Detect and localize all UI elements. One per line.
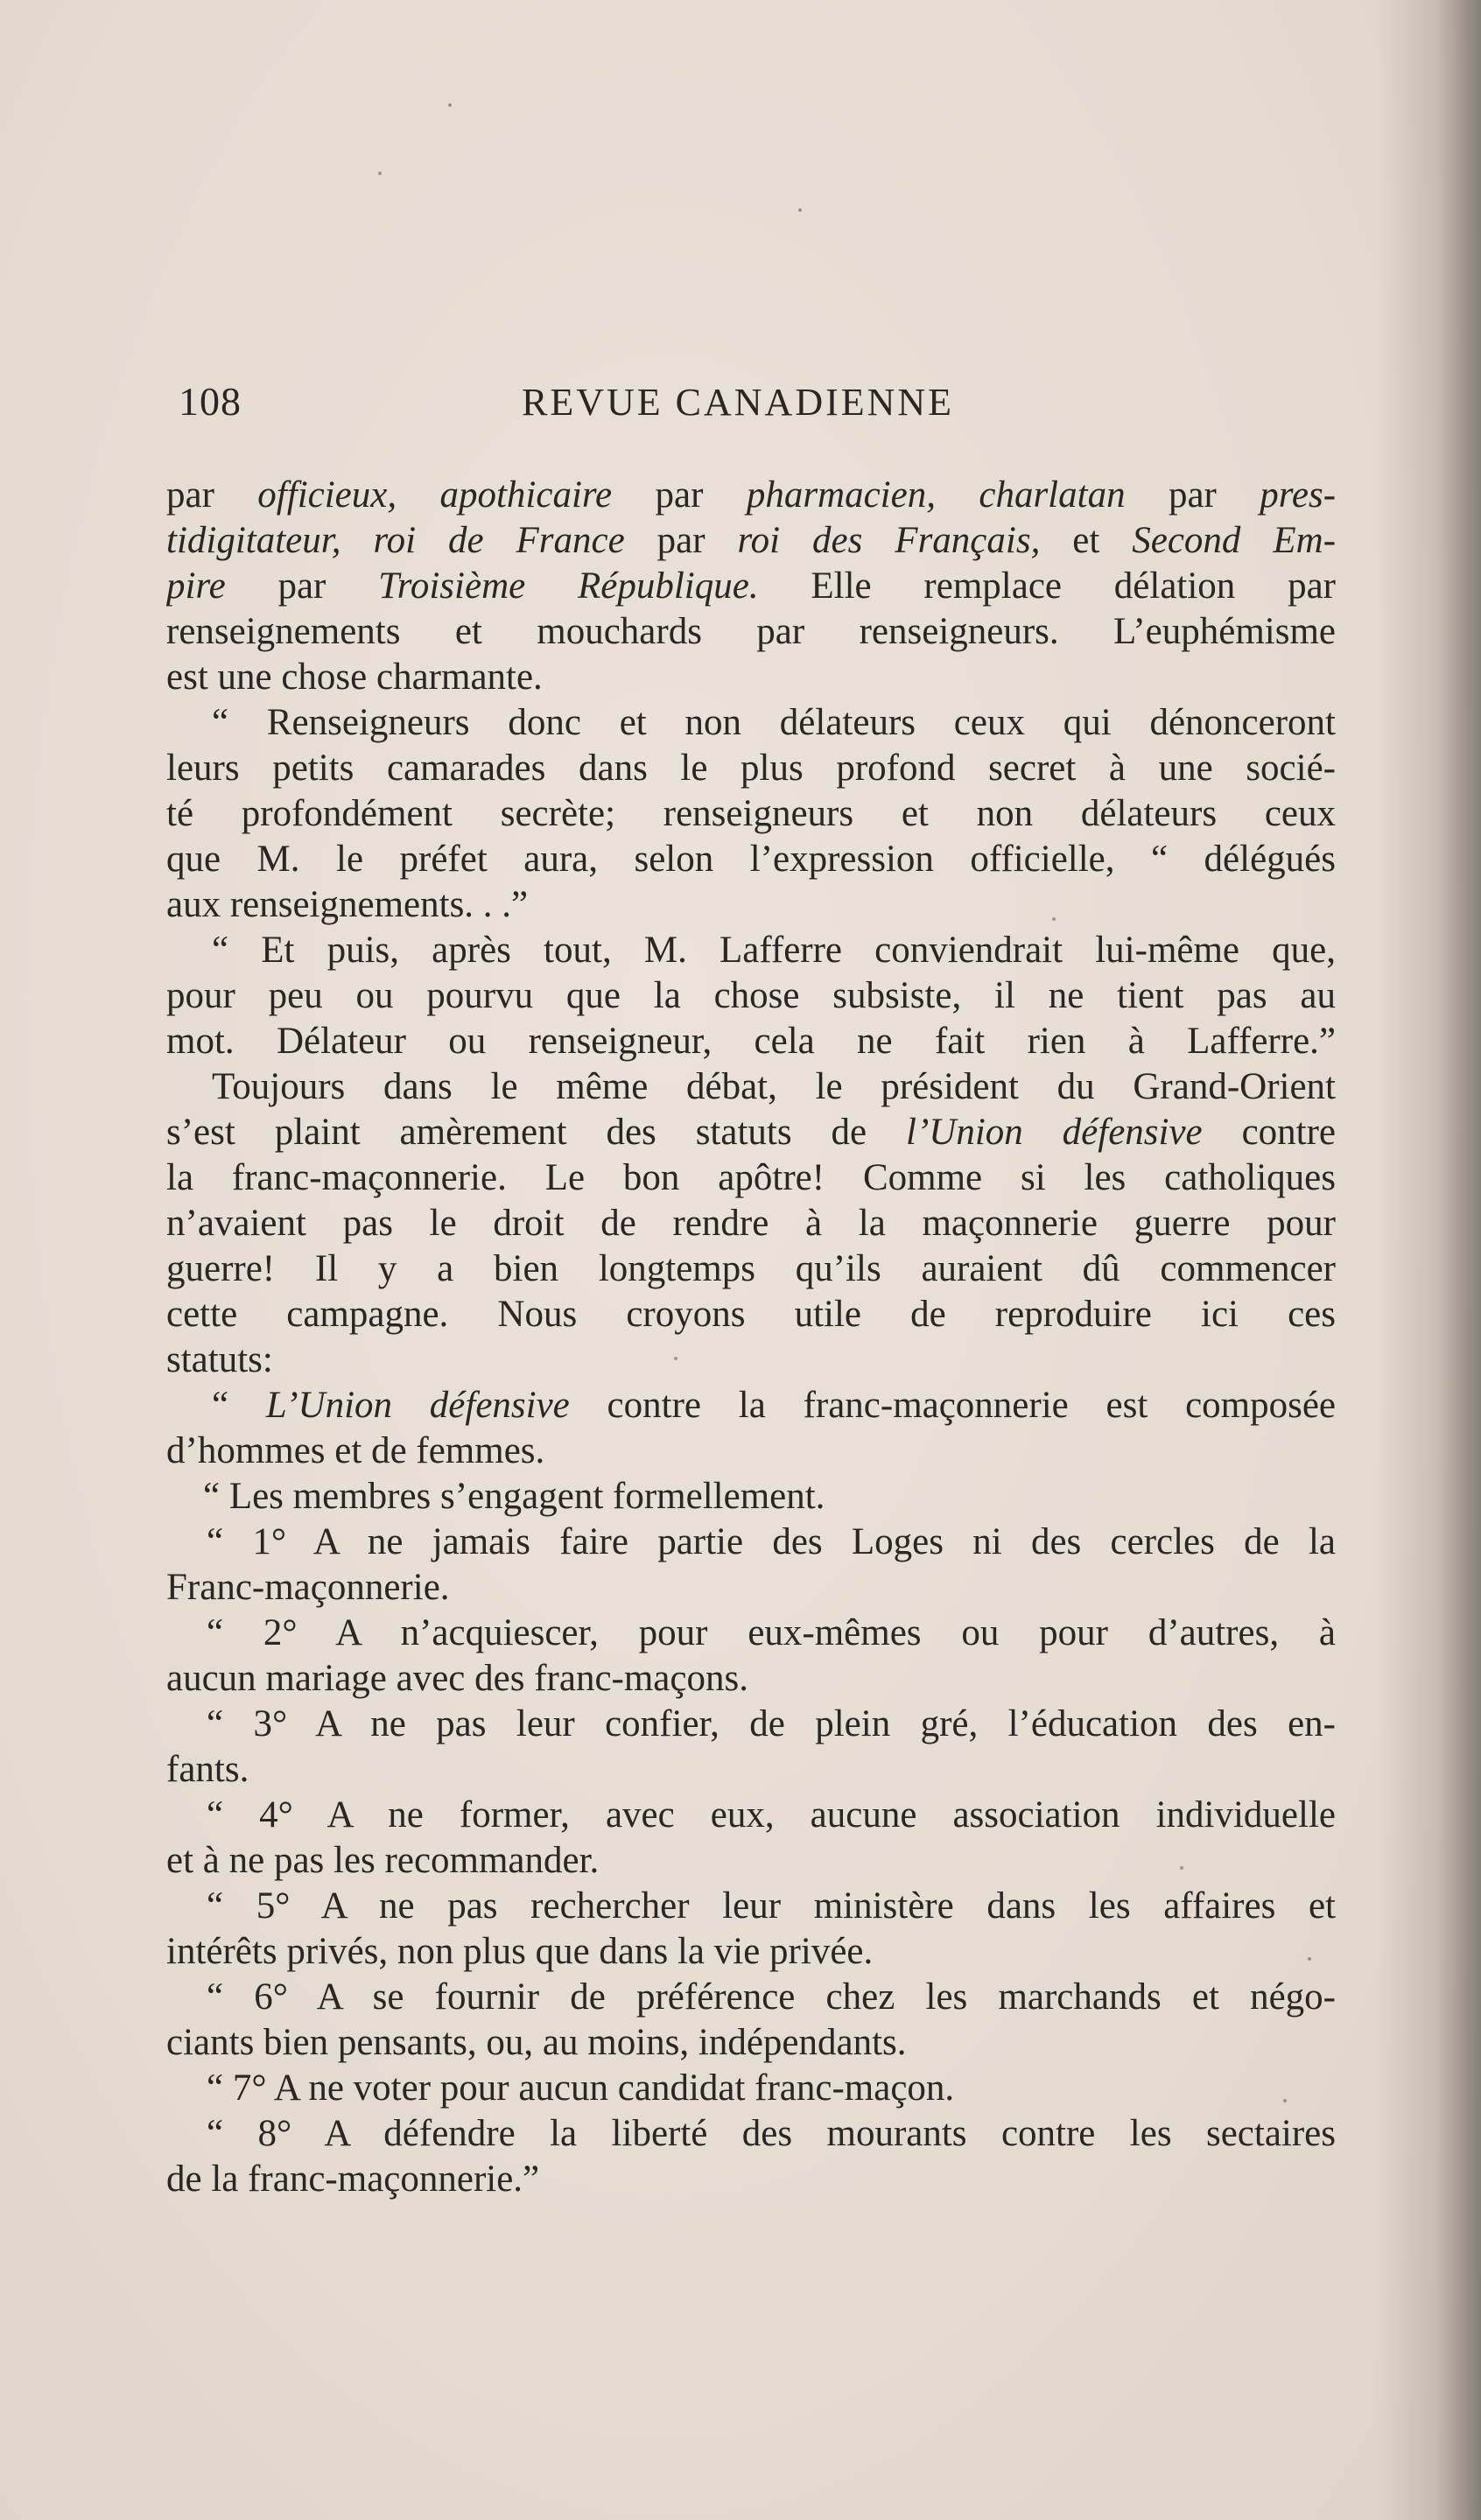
italic-phrase: pres-: [1260, 474, 1336, 516]
text-line: leurs petits camarades dans le plus profond secret à une socié-: [166, 748, 1336, 789]
italic-phrase: pire: [166, 565, 226, 607]
text-line: fants.: [166, 1749, 249, 1790]
italic-phrase: roi de France: [373, 520, 625, 561]
paper-speck: [1308, 1957, 1311, 1961]
text-line: mot. Délateur ou renseigneur, cela ne fait rien à Lafferre.”: [166, 1021, 1336, 1062]
italic-phrase: L’Union défensive: [265, 1385, 570, 1426]
italic-phrase: apothicaire: [439, 474, 613, 516]
text-line: “ 3° A ne pas leur confier, de plein gré, l’éducation des en-: [207, 1703, 1336, 1744]
text-line: “ 6° A se fournir de préférence chez les marchands et négo-: [207, 1976, 1336, 2018]
paper-speck: [798, 208, 802, 212]
text-line: que M. le préfet aura, selon l’expression officielle, “ délégués: [166, 839, 1336, 880]
paper-speck: [1052, 917, 1056, 921]
italic-phrase: tidigitateur,: [166, 520, 341, 561]
text-line: pour peu ou pourvu que la chose subsiste, il ne tient pas au: [166, 975, 1336, 1016]
text-line: renseignements et mouchards par renseigneurs. L’euphémisme: [166, 611, 1336, 652]
text-line: “ 5° A ne pas rechercher leur ministère dans les affaires et: [207, 1885, 1336, 1927]
text-line: aux renseignements. . .”: [166, 884, 529, 925]
text-line: de la franc-maçonnerie.”: [166, 2158, 540, 2200]
text-line: “ Et puis, après tout, M. Lafferre conviendrait lui-même que,: [212, 930, 1336, 971]
paper-speck: [448, 103, 452, 107]
text-line: tidigitateur, roi de France par roi des Français, et Second Em-: [166, 520, 1336, 561]
text-line: aucun mariage avec des franc-maçons.: [166, 1658, 748, 1699]
text-line: “ 7° A ne voter pour aucun candidat franc-maçon.: [207, 2067, 955, 2109]
page-header: [179, 378, 1334, 431]
text-line: pire par Troisième République. Elle remplace délation par: [166, 565, 1336, 607]
italic-phrase: pharmacien,: [746, 474, 936, 516]
page-number: 108: [179, 379, 242, 424]
text-line: “ 8° A défendre la liberté des mourants contre les sectaires: [207, 2113, 1336, 2154]
text-line: statuts:: [166, 1339, 273, 1380]
paper-speck: [1283, 2099, 1287, 2102]
text-line: “ 4° A ne former, avec eux, aucune association individuelle: [207, 1794, 1336, 1836]
text-line: par officieux, apothicaire par pharmacien, charlatan par pres-: [166, 474, 1336, 516]
text-line: est une chose charmante.: [166, 656, 543, 698]
italic-phrase: Troisième République.: [378, 565, 759, 607]
paper-speck: [1180, 1866, 1183, 1870]
running-head: REVUE CANADIENNE: [522, 381, 955, 424]
text-line: “ 1° A ne jamais faire partie des Loges ni des cercles de la: [207, 1521, 1336, 1562]
text-line: “ L’Union défensive contre la franc-maçonnerie est composée: [212, 1385, 1336, 1426]
text-line: ciants bien pensants, ou, au moins, indépendants.: [166, 2022, 907, 2063]
text-line: “ Renseigneurs donc et non délateurs ceux qui dénonceront: [212, 702, 1336, 743]
text-line: té profondément secrète; renseigneurs et non délateurs ceux: [166, 793, 1336, 834]
italic-phrase: officieux,: [257, 474, 397, 516]
text-line: n’avaient pas le droit de rendre à la maçonnerie guerre pour: [166, 1203, 1336, 1244]
body-text: [166, 473, 1336, 2202]
text-line: intérêts privés, non plus que dans la vie privée.: [166, 1931, 874, 1972]
text-line: et à ne pas les recommander.: [166, 1840, 600, 1881]
text-line: Franc-maçonnerie.: [166, 1567, 450, 1608]
italic-phrase: roi des Français,: [737, 520, 1041, 561]
italic-phrase: l’Union défensive: [906, 1112, 1203, 1153]
text-line: la franc-maçonnerie. Le bon apôtre! Comme si les catholiques: [166, 1157, 1336, 1198]
text-line: cette campagne. Nous croyons utile de reproduire ici ces: [166, 1294, 1336, 1335]
text-line: Toujours dans le même débat, le président du Grand-Orient: [212, 1066, 1336, 1107]
text-line: d’hommes et de femmes.: [166, 1430, 545, 1471]
paper-speck: [674, 1357, 677, 1360]
text-line: “ Les membres s’engagent formellement.: [203, 1476, 825, 1517]
text-line: s’est plaint amèrement des statuts de l’Union défensive contre: [166, 1112, 1336, 1153]
text-line: guerre! Il y a bien longtemps qu’ils auraient dû commencer: [166, 1248, 1336, 1289]
italic-phrase: charlatan: [979, 474, 1126, 516]
paper-speck: [378, 172, 382, 175]
italic-phrase: Second Em-: [1132, 520, 1336, 561]
text-line: “ 2° A n’acquiescer, pour eux-mêmes ou pour d’autres, à: [207, 1612, 1336, 1653]
